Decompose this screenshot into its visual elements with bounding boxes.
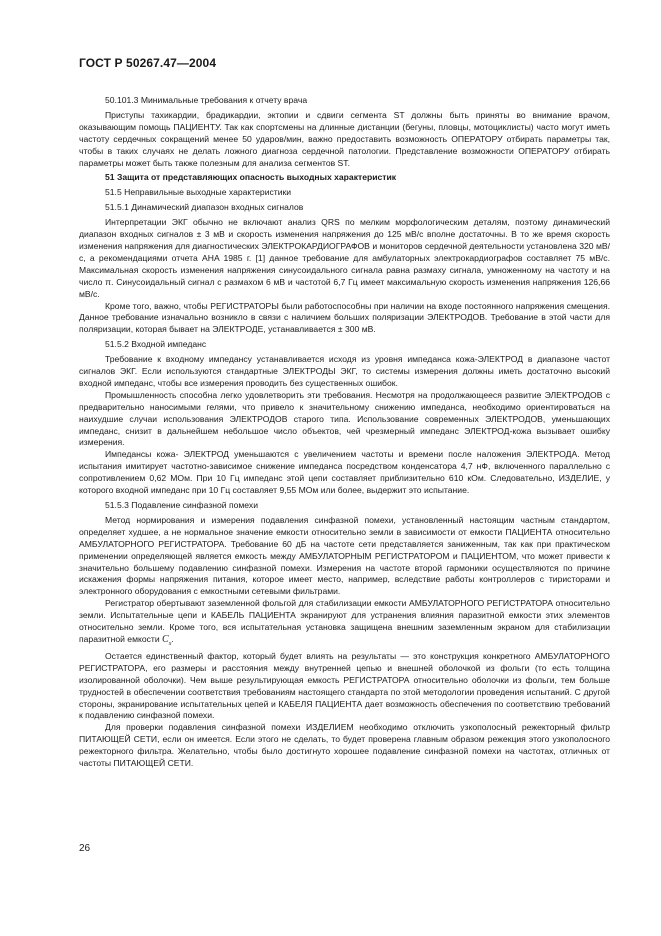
paragraph: Интерпретации ЭКГ обычно не включают анализ QRS по мелким морфологическим деталям, поэтому динамический диапазон входных сигналов ± 3 мВ и скорость изменения напряжения до 125 мВ/с вполне достаточны. В то же время скорость изменения напряжения для диагностических ЭЛЕКТРОКАРДИОГРАФОВ и мониторов сердечной деятельности установлена 320 мВ/с, а рекомендациями отчета AHA 1985 г. [1] данное требование для амбулаторных электрокардиографов составляет 75 мВ/с. Максимальная скорость изменения напряжения синусоидального сигнала равна размаху сигнала, умноженному на частоту и на число π. Синусоидальный сигнал с размахом 6 мВ и частотой 6,7 Гц имеет максимальную скорость изменения напряжения 126,66 мВ/с. — [79, 217, 610, 299]
section-heading-51-5: 51.5 Неправильные выходные характеристики — [105, 187, 292, 198]
paragraph: Кроме того, важно, чтобы РЕГИСТРАТОРЫ были работоспособны при наличии на входе постоянного напряжения смещения. Данное требование изначально возникло в связи с наличием больших поляризации ЭЛЕКТРОДОВ. Требование в этой части для поляризации, которая бывает на ЭЛЕКТРОДЕ, устанавливается ± 300 мВ. — [79, 300, 610, 335]
paragraph: Промышленность способна легко удовлетворить эти требования. Несмотря на продолжающееся развитие ЭЛЕКТРОДОВ с предварительно наносимыми гелями, что привело к значительному снижению импеданса, необходимо ориентироваться на наихудшие случаи использования ЭЛЕКТРОДОВ старого типа. Использование современных ЭЛЕКТРОДОВ, уменьшающих импеданс, снизит в дальнейшем небольшое число объектов, чей чрезмерный импеданс ЭЛЕКТРОД-кожа вызывает ошибку измерения. — [79, 389, 610, 448]
document-header: ГОСТ Р 50267.47—2004 — [79, 56, 217, 70]
section-heading-51-5-3: 51.5.3 Подавление синфазной помехи — [105, 500, 258, 510]
symbol-subscript: x — [168, 640, 172, 647]
document-body — [79, 95, 610, 770]
symbol-base: C — [162, 633, 169, 645]
page-number: 26 — [79, 843, 91, 854]
paragraph: Требование к входному импедансу устанавливается исходя из уровня импеданса кожа-ЭЛЕКТРОД в диапазоне частот сигналов ЭКГ. Если используются стандартные ЭЛЕКТРОДЫ ЭКГ, то системы измерения должны иметь достаточно высокий входной импеданс, чтобы все измерения проводить без существенных ошибок. — [79, 354, 610, 388]
paragraph: Импедансы кожа- ЭЛЕКТРОД уменьшаются с увеличением частоты и времени после наложения ЭЛЕКТРОДА. Метод испытания имитирует частотно-зависимое снижение импеданса посредством конденсатора 4,7 нФ, включенного параллельно с сопротивлением 0,62 МОм. При 10 Гц импеданс этой цепи составляет приблизительно 610 кОм. Следовательно, ИЗДЕЛИЕ, у которого входной импеданс при 10 Гц составляет 9,55 МОм или более, выдержит это испытание. — [79, 449, 610, 496]
section-heading-51: 51 Защита от представляющих опасность выходных характеристик — [105, 172, 397, 183]
paragraph: Метод нормирования и измерения подавления синфазной помехи, установленный настоящим частным стандартом, определяет худшее, а не нормальное значение емкости относительно земли в зависимости от емкости ПАЦИЕНТА относительно АМБУЛАТОРНОГО РЕГИСТРАТОРА. Требование 60 дБ на частоте сети представляется заниженным, так как при практическом применении определяющей является емкость между АМБУЛАТОРНЫМ РЕГИСТРАТОРОМ и ПАЦИЕНТОМ, что может привести к значительно большему подавлению синфазной помехи. Измерения на частоте второй гармоники осуществляются по причине искажения формы напряжения питания, которое имеет место, например, вследствие работы контроллеров с тиристорами и электронного оборудования с емкостными сетевыми фильтрами. — [79, 514, 610, 597]
section-heading-50-101-3: 50.101.3 Минимальные требования к отчету врача — [105, 95, 308, 105]
paragraph: Приступы тахикардии, брадикардии, эктопии и сдвиги сегмента ST должны быть приняты во внимание врачом, оказывающим помощь ПАЦИЕНТУ. Так как спортсмены на длинные дистанции (бегуны, пловцы, мотоциклисты) часто могут иметь частоту сердечных сокращений менее 50 ударов/мин, важно предоставить возможность ОПЕРАТОРУ отбирать параметры так, чтобы в таких случаях не делать ложного диагноза сердечной патологии. Представление возможности ОПЕРАТОРУ отбирать параметры может быть также полезным для анализа сегментов ST. — [79, 109, 610, 168]
paragraph: Остается единственный фактор, который будет влиять на результаты — это конструкция конкретного АМБУЛАТОРНОГО РЕГИСТРАТОРА, его размеры и расстояния между внутренней цепью и внешней оболочкой из фольги (то есть толщина изолированной оболочки). Чем выше результирующая емкость РЕГИСТРАТОРА относительно оболочки из фольги, тем больше трудностей в обеспечении соответствия требованиям настоящего стандарта по этой методологии проведения испытаний. С другой стороны, экранирование испытательных цепей и КАБЕЛЯ ПАЦИЕНТА дает возможность обеспечения по соответствию требований к подавлению синфазной помехи. — [79, 650, 610, 721]
section-heading-51-5-1: 51.5.1 Динамический диапазон входных сигналов — [105, 202, 304, 213]
capacitance-symbol — [162, 634, 171, 645]
paragraph-text: Регистратор обертывают заземленной фольгой для стабилизации емкости АМБУЛАТОРНОГО РЕГИСТРАТОРА относительно земли. Испытательные цепи и КАБЕЛЬ ПАЦИЕНТА экранируют для устранения влияния паразитной емкости этих элементов относительно земли. Кроме того, вся испытательная установка защищена внешним заземленным экраном для стабилизации паразитной емкости — [79, 598, 610, 644]
section-heading-51-5-2: 51.5.2 Входной импеданс — [105, 339, 207, 350]
paragraph: Для проверки подавления синфазной помехи ИЗДЕЛИЕМ необходимо отключить узкополосный режекторный фильтр ПИТАЮЩЕЙ СЕТИ, если он имеется. Если этого не сделать, то будет проверена главным образом режекция этого узкополосного режекторного фильтра. Желательно, чтобы было достигнуто хорошее подавление синфазной помехи на частотах, отличных от частоты ПИТАЮЩЕЙ СЕТИ. — [79, 722, 610, 769]
paragraph-with-symbol: Регистратор обертывают заземленной фольгой для стабилизации емкости АМБУЛАТОРНОГО РЕГИСТРАТОРА относительно земли. Испытательные цепи и КАБЕЛЬ ПАЦИЕНТА экранируют для устранения влияния паразитной емкости этих элементов относительно земли. Кроме того, вся испытательная установка защищена внешним заземленным экраном для стабилизации паразитной емкости $C_x$. — [79, 598, 610, 647]
